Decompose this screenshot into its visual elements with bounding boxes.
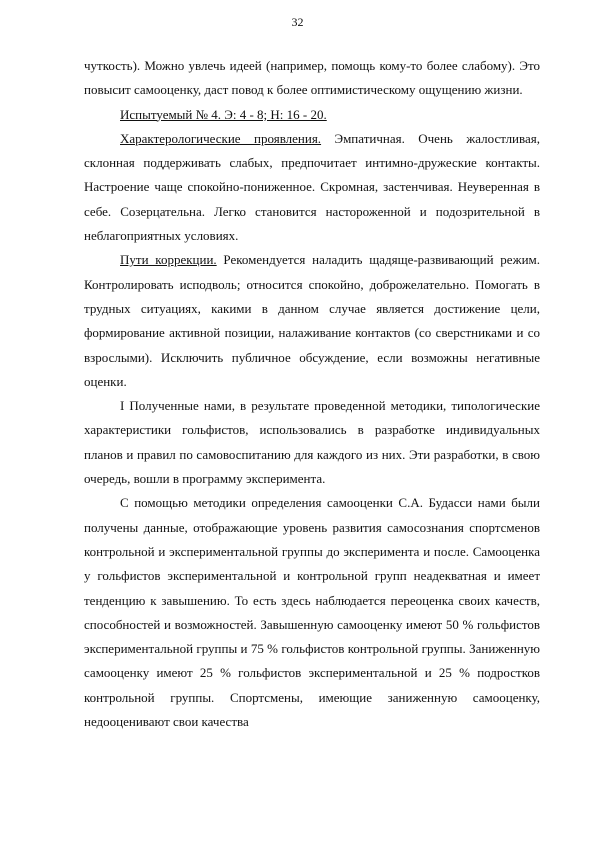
paragraph-characteristics [84,127,540,248]
paragraph-continuation: чуткость). Можно увлечь идеей (например, помощь кому-то более слабому). Это повысит самооценку, даст повод к более оптимистическому ощущению жизни. [84,58,540,98]
characteristics-text: Эмпатичная. Очень жалостливая, склонная поддерживать слабых, предпочитает интимно-дружеские контакты. Настроение чаще спокойно-пониженное. Скромная, застенчивая. Неуверенная в себе. Созерцательна. Легко становится настороженной и подозрительной в неблагоприятных условиях. [84,130,540,244]
document-body [84,54,540,734]
correction-label: Пути коррекции. [120,252,217,268]
characteristics-label: Характерологические проявления. [120,130,322,146]
page-number: 32 [291,15,304,29]
paragraph-self-esteem: С помощью методики определения самооценки С.А. Будасси нами были получены данные, отображающие уровень развития самосознания спортсменов контрольной и экспериментальной группы до эксперимента и после. Самооценка у гольфистов экспериментальной и контрольной групп неадекватная и имеет тенденцию к завышению. То есть здесь наблюдается переоценка своих качеств, способностей и возможностей. Завышенную самооценку имеют 50 % гольфистов экспериментальной группы и 75 % гольфистов контрольной группы. Заниженную самооценку имеют 25 % гольфистов экспериментальной и 25 % подростков контрольной группы. Спортсмены, имеющие заниженную самооценку, недооценивают свои качества [84,495,540,730]
paragraph-correction [84,248,540,394]
paragraph-results: I Полученные нами, в результате проведенной методики, типологические характеристики гольфистов, использовались в разработке индивидуальных планов и правил по самовоспитанию для каждого из них. Эти разработки, в свою очередь, вошли в программу эксперимента. [84,398,540,487]
subject-heading [84,103,540,127]
subject-heading-text: Испытуемый № 4. Э: 4 - 8; Н: 16 - 20. [120,106,327,122]
correction-text: Рекомендуется наладить щадяще-развивающий режим. Контролировать исподволь; относится спокойно, доброжелательно. Помогать в трудных ситуациях, какими в данном случае является достижение цели, формирование активной позиции, налаживание контактов (со сверстниками и со взрослыми). Исключить публичное обсуждение, если возможны негативные оценки. [84,252,540,389]
